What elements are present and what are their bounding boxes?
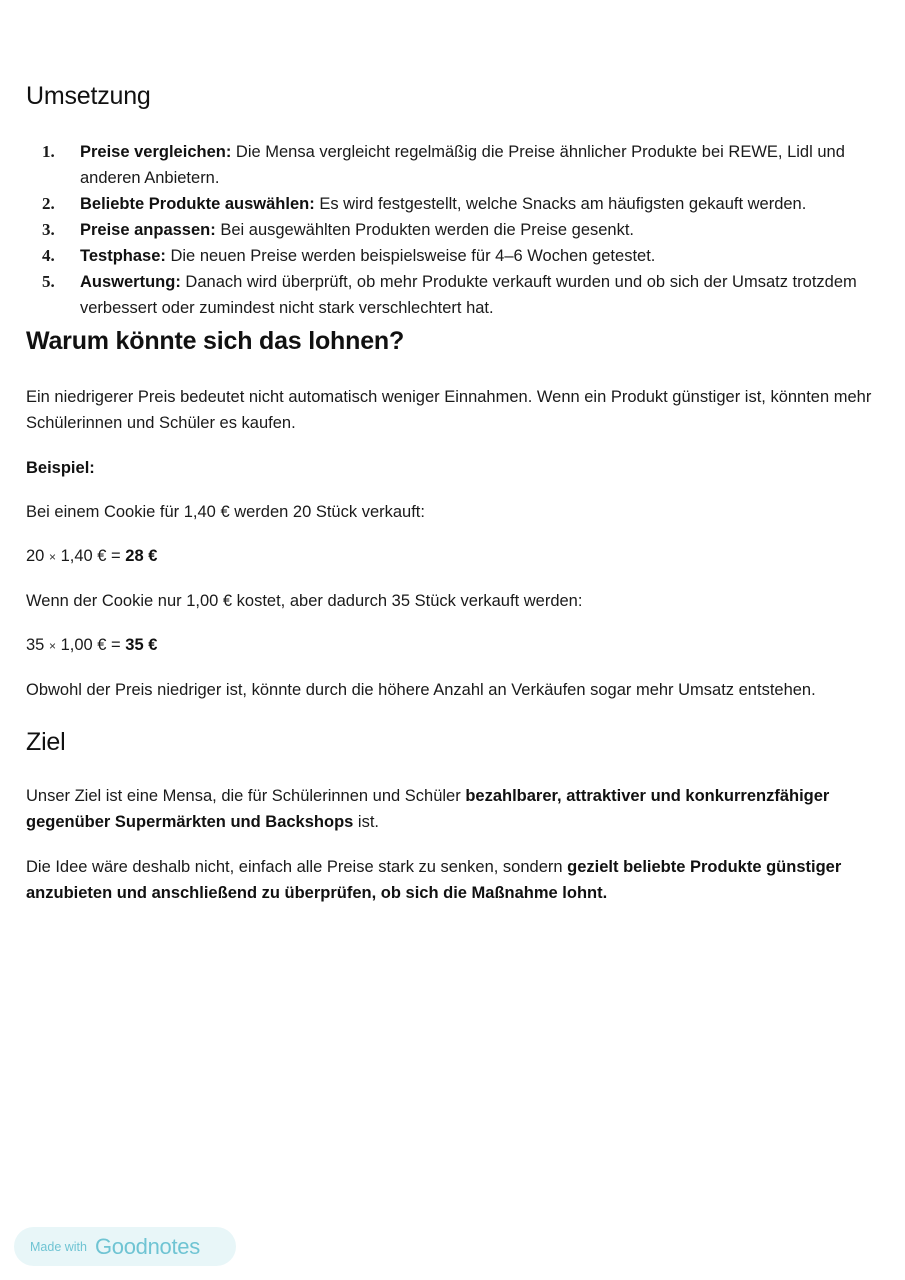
example-label-text: Beispiel: — [26, 459, 95, 477]
idea-paragraph — [26, 854, 886, 906]
multiply-icon: × — [48, 550, 56, 564]
heading-umsetzung: Umsetzung — [26, 82, 151, 110]
idea-text-bold: gezielt beliebte Produkte günstiger anzubieten und anschließend zu überprüfen, ob sich die Maßnahme lohnt. — [26, 858, 842, 902]
heading-warum: Warum könnte sich das lohnen? — [26, 327, 405, 355]
calc1-result: 28 € — [125, 547, 158, 565]
calc2-line — [26, 632, 886, 659]
heading-ziel: Ziel — [26, 728, 66, 756]
calc2-result: 35 € — [125, 636, 158, 654]
step-text: Die Mensa vergleicht regelmäßig die Preise ähnlicher Produkte bei REWE, Lidl und anderen Anbietern. — [80, 143, 845, 187]
intro-paragraph: Ein niedrigerer Preis bedeutet nicht automatisch weniger Einnahmen. Wenn ein Produkt günstiger ist, könnten mehr Schülerinnen und Schüler es kaufen. — [26, 388, 872, 432]
made-with-label: Made with — [30, 1239, 87, 1254]
step-text: Es wird festgestellt, welche Snacks am häufigsten gekauft werden. — [314, 195, 807, 213]
multiply-icon: × — [48, 639, 56, 653]
case2-paragraph: Wenn der Cookie nur 1,00 € kostet, aber dadurch 35 Stück verkauft werden: — [26, 592, 583, 610]
step-label: Beliebte Produkte auswählen: — [80, 195, 315, 213]
step-label: Preise anpassen: — [80, 221, 216, 239]
step-text: Die neuen Preise werden beispielsweise für 4–6 Wochen getestet. — [165, 247, 656, 265]
calc1-line — [26, 543, 886, 570]
goodnotes-logo: Goodnotes — [94, 1233, 200, 1259]
list-number: 2. — [42, 194, 55, 213]
goodnotes-badge[interactable] — [14, 1227, 236, 1266]
example-label — [26, 455, 886, 481]
list-item — [26, 243, 886, 269]
calc2-price: 1,00 € = — [60, 636, 121, 654]
step-label: Auswertung: — [80, 273, 181, 291]
list-number: 5. — [42, 272, 55, 291]
case1-paragraph: Bei einem Cookie für 1,40 € werden 20 Stück verkauft: — [26, 503, 425, 521]
step-text: Bei ausgewählten Produkten werden die Preise gesenkt. — [215, 221, 635, 239]
list-item — [26, 191, 886, 217]
idea-text-pre: Die Idee wäre deshalb nicht, einfach alle Preise stark zu senken, sondern — [26, 858, 568, 876]
goal-paragraph — [26, 783, 886, 835]
steps-list — [26, 139, 886, 321]
goal-text-pre: Unser Ziel ist eine Mensa, die für Schülerinnen und Schüler — [26, 787, 466, 805]
conclusion-paragraph: Obwohl der Preis niedriger ist, könnte durch die höhere Anzahl an Verkäufen sogar mehr Umsatz entstehen. — [26, 681, 816, 699]
goal-text-post: ist. — [353, 813, 379, 831]
list-item — [26, 217, 886, 243]
list-number: 3. — [42, 220, 55, 239]
list-number: 4. — [42, 246, 55, 265]
goal-text-bold: bezahlbarer, attraktiver und konkurrenzfähiger gegenüber Supermärkten und Backshops — [26, 787, 830, 831]
calc1-quantity: 20 — [26, 547, 45, 565]
step-text: Danach wird überprüft, ob mehr Produkte verkauft wurden und ob sich der Umsatz trotzdem verbessert oder zumindest nicht stark verschlechtert hat. — [80, 273, 857, 317]
list-item — [26, 269, 886, 321]
step-label: Testphase: — [80, 247, 166, 265]
list-item — [26, 139, 886, 191]
calc2-quantity: 35 — [26, 636, 45, 654]
calc1-price: 1,40 € = — [60, 547, 121, 565]
list-number: 1. — [42, 142, 55, 161]
step-label: Preise vergleichen: — [80, 143, 232, 161]
